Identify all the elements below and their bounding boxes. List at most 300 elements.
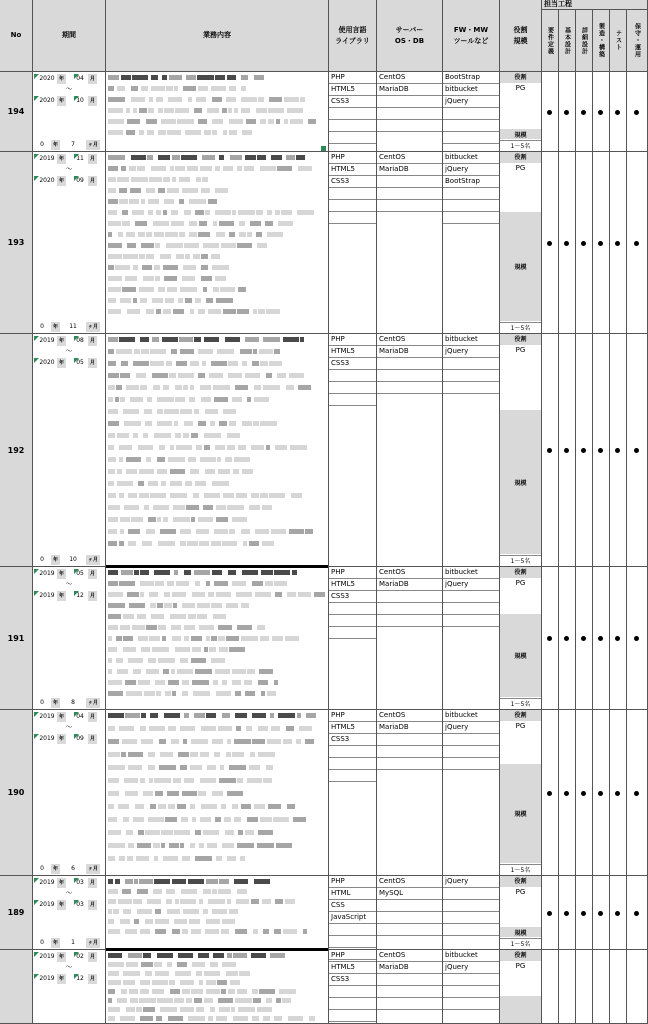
- redacted-segment: [208, 199, 217, 204]
- redacted-segment: [258, 680, 268, 685]
- redacted-segment: [177, 804, 186, 809]
- month-label: 月: [90, 593, 96, 599]
- redacted-segment: [117, 669, 128, 674]
- redacted-segment: [249, 765, 260, 770]
- redacted-segment: [108, 361, 116, 366]
- redacted-segment: [237, 243, 252, 248]
- lang-item: [329, 746, 376, 758]
- role-cell: [500, 950, 542, 1023]
- redacted-segment: [190, 469, 199, 474]
- redacted-text-line: [108, 298, 323, 303]
- redacted-segment: [168, 1016, 183, 1021]
- redacted-segment: [149, 177, 162, 182]
- tool-item: [443, 212, 499, 224]
- redacted-segment: [192, 680, 209, 685]
- redacted-segment: [128, 529, 140, 534]
- redacted-segment: [211, 361, 227, 366]
- lang-item: PHP: [329, 710, 376, 722]
- redacted-segment: [228, 373, 242, 378]
- redacted-segment: [145, 971, 152, 976]
- redacted-segment: [163, 385, 169, 390]
- redacted-segment: [120, 919, 130, 924]
- lang-item: [329, 212, 376, 224]
- redacted-segment: [197, 603, 210, 608]
- redacted-segment: [276, 843, 292, 848]
- year-value: 2019: [39, 975, 55, 982]
- redacted-segment: [194, 570, 210, 575]
- redacted-text-line: [108, 929, 323, 934]
- scale-value: 1〜5名: [500, 140, 541, 151]
- duration-month-label: ヶ月: [88, 142, 99, 148]
- redacted-segment: [223, 130, 227, 135]
- redacted-segment: [260, 361, 268, 366]
- scale-head: 規模: [500, 764, 541, 863]
- year-value: 2020: [39, 97, 55, 104]
- redacted-segment: [139, 998, 156, 1003]
- redacted-segment: [241, 603, 249, 608]
- tool-item: jQuery: [443, 579, 499, 591]
- redacted-segment: [150, 493, 166, 498]
- server-item: [377, 200, 442, 212]
- redacted-segment: [229, 119, 243, 124]
- edit-marker: [74, 96, 79, 101]
- redacted-segment: [266, 765, 273, 770]
- redacted-text-line: [108, 989, 323, 994]
- redacted-segment: [118, 804, 129, 809]
- phase-cell: [542, 72, 559, 151]
- redacted-segment: [140, 980, 150, 985]
- redacted-segment: [268, 119, 274, 124]
- redacted-segment: [211, 658, 225, 663]
- redacted-segment: [237, 843, 254, 848]
- redacted-segment: [142, 265, 152, 270]
- tool-cell: [443, 710, 500, 875]
- redacted-segment: [196, 529, 209, 534]
- project-row: [0, 710, 648, 876]
- redacted-segment: [259, 989, 275, 994]
- redacted-segment: [121, 989, 127, 994]
- redacted-segment: [242, 421, 252, 426]
- redacted-segment: [152, 647, 169, 652]
- lang-item: PHP: [329, 950, 376, 962]
- server-item: [377, 382, 442, 394]
- redacted-segment: [175, 108, 189, 113]
- server-item: CentOS: [377, 710, 442, 722]
- project-number: 194: [0, 72, 33, 151]
- redacted-segment: [207, 108, 219, 113]
- header-lang: 使用言語 ライブラリ: [329, 0, 377, 72]
- server-item: [377, 120, 442, 132]
- phase-dot: [615, 448, 620, 453]
- redacted-segment: [201, 276, 212, 281]
- duration-month-label: ヶ月: [88, 866, 99, 872]
- redacted-segment: [236, 493, 247, 498]
- redacted-segment: [164, 409, 179, 414]
- phase-dot: [634, 110, 639, 115]
- tool-item: [443, 974, 499, 986]
- tool-item: jQuery: [443, 96, 499, 108]
- redacted-segment: [148, 658, 156, 663]
- redacted-segment: [133, 265, 138, 270]
- redacted-segment: [242, 469, 253, 474]
- redacted-segment: [163, 669, 169, 674]
- phase-dot: [547, 448, 552, 453]
- redacted-segment: [141, 739, 153, 744]
- redacted-segment: [143, 1007, 155, 1012]
- redacted-segment: [192, 592, 205, 597]
- redacted-text-line: [108, 879, 323, 884]
- phase-cell: [627, 876, 648, 949]
- redacted-text-line: [108, 658, 323, 663]
- redacted-text-line: [108, 603, 323, 608]
- redacted-segment: [158, 287, 165, 292]
- redacted-segment: [258, 97, 264, 102]
- duration-year-label: 年: [53, 557, 59, 563]
- tool-cell: [443, 152, 500, 333]
- redacted-segment: [125, 929, 137, 934]
- redacted-segment: [163, 210, 167, 215]
- redacted-segment: [190, 385, 194, 390]
- redacted-segment: [238, 287, 246, 292]
- redacted-segment: [262, 505, 272, 510]
- redacted-segment: [204, 493, 220, 498]
- redacted-text-line: [108, 97, 323, 102]
- redacted-segment: [108, 97, 125, 102]
- duration-month-label: ヶ月: [88, 557, 99, 563]
- edit-marker: [34, 734, 39, 739]
- redacted-segment: [271, 155, 282, 160]
- redacted-segment: [146, 457, 151, 462]
- tool-item: [443, 900, 499, 912]
- redacted-segment: [148, 752, 155, 757]
- redacted-segment: [287, 592, 296, 597]
- redacted-segment: [184, 421, 193, 426]
- redacted-segment: [122, 739, 137, 744]
- redacted-segment: [275, 899, 283, 904]
- redacted-segment: [178, 752, 189, 757]
- redacted-segment: [252, 739, 265, 744]
- redacted-segment: [206, 713, 216, 718]
- redacted-segment: [257, 243, 267, 248]
- redacted-segment: [236, 899, 249, 904]
- phase-cell: [542, 950, 559, 1023]
- redacted-segment: [206, 919, 220, 924]
- lang-item: HTML5: [329, 722, 376, 734]
- lang-item: CSS3: [329, 176, 376, 188]
- redacted-segment: [113, 909, 119, 914]
- redacted-segment: [117, 177, 129, 182]
- redacted-segment: [108, 739, 119, 744]
- redacted-segment: [198, 791, 206, 796]
- redacted-segment: [108, 199, 118, 204]
- redacted-segment: [234, 817, 241, 822]
- redacted-segment: [155, 581, 164, 586]
- redacted-segment: [271, 726, 280, 731]
- redacted-segment: [150, 713, 158, 718]
- redacted-segment: [183, 86, 196, 91]
- redacted-segment: [167, 962, 172, 967]
- redacted-segment: [145, 919, 153, 924]
- phase-cell: [542, 152, 559, 333]
- redacted-segment: [211, 541, 221, 546]
- redacted-segment: [214, 529, 228, 534]
- redacted-segment: [155, 919, 169, 924]
- redacted-segment: [202, 361, 206, 366]
- redacted-segment: [172, 592, 186, 597]
- phase-cell: [610, 334, 627, 566]
- redacted-segment: [265, 581, 273, 586]
- edit-marker: [74, 154, 79, 159]
- year-label: 年: [59, 714, 65, 720]
- redacted-segment: [232, 752, 244, 757]
- redacted-segment: [170, 166, 174, 171]
- redacted-segment: [108, 232, 112, 237]
- redacted-segment: [218, 469, 230, 474]
- redacted-segment: [200, 385, 211, 390]
- period-cell: [33, 152, 106, 333]
- redacted-segment: [108, 433, 115, 438]
- redacted-segment: [153, 889, 162, 894]
- redacted-text-line: [108, 778, 323, 783]
- redacted-segment: [225, 337, 240, 342]
- lang-item: [329, 120, 376, 132]
- redacted-segment: [121, 75, 131, 80]
- redacted-segment: [216, 298, 233, 303]
- redacted-segment: [216, 505, 226, 510]
- redacted-segment: [140, 385, 147, 390]
- year-value: 2019: [39, 570, 55, 577]
- redacted-segment: [234, 457, 250, 462]
- redacted-segment: [195, 581, 200, 586]
- redacted-segment: [206, 879, 218, 884]
- redacted-segment: [216, 856, 222, 861]
- redacted-segment: [190, 843, 195, 848]
- server-item: MySQL: [377, 888, 442, 900]
- edit-marker: [34, 96, 39, 101]
- redacted-segment: [274, 570, 290, 575]
- redacted-segment: [195, 210, 204, 215]
- redacted-text-line: [108, 505, 323, 510]
- tool-item: [443, 986, 499, 998]
- redacted-text-line: [108, 199, 323, 204]
- redacted-segment: [122, 210, 128, 215]
- edit-marker: [74, 336, 79, 341]
- redacted-segment: [186, 505, 199, 510]
- edit-marker: [34, 176, 39, 181]
- redacted-segment: [108, 1007, 120, 1012]
- redacted-segment: [212, 570, 222, 575]
- redacted-segment: [201, 804, 217, 809]
- redacted-segment: [155, 791, 163, 796]
- phase-dot: [564, 791, 569, 796]
- redacted-segment: [227, 899, 231, 904]
- redacted-segment: [266, 445, 270, 450]
- project-row: [0, 876, 648, 950]
- redacted-segment: [108, 889, 118, 894]
- tool-item: [443, 200, 499, 212]
- redacted-segment: [149, 636, 160, 641]
- redacted-text-line: [108, 385, 323, 390]
- header-phase-label: 基本設計: [563, 26, 571, 55]
- redacted-segment: [204, 647, 208, 652]
- redacted-segment: [222, 680, 227, 685]
- redacted-segment: [108, 765, 125, 770]
- server-item: [377, 358, 442, 370]
- redacted-segment: [278, 713, 295, 718]
- redacted-segment: [296, 155, 305, 160]
- redacted-segment: [239, 971, 250, 976]
- edit-marker: [34, 74, 39, 79]
- redacted-segment: [171, 739, 179, 744]
- redacted-segment: [193, 254, 200, 259]
- server-item: CentOS: [377, 72, 442, 84]
- redacted-segment: [260, 817, 272, 822]
- tool-item: [443, 132, 499, 144]
- redacted-segment: [160, 1007, 177, 1012]
- tool-item: [443, 998, 499, 1010]
- redacted-segment: [202, 177, 208, 182]
- redacted-segment: [234, 739, 251, 744]
- phase-dot: [598, 448, 603, 453]
- redacted-segment: [219, 647, 228, 652]
- redacted-segment: [176, 445, 192, 450]
- redacted-segment: [166, 243, 183, 248]
- period-tilde: 〜: [65, 723, 73, 731]
- redacted-segment: [173, 603, 177, 608]
- month-label: 月: [90, 178, 96, 184]
- redacted-segment: [180, 349, 194, 354]
- server-cell: [377, 710, 443, 875]
- header-phases-title: 担当工程: [542, 0, 648, 10]
- edit-marker: [34, 569, 39, 574]
- server-item: CentOS: [377, 334, 442, 346]
- redacted-segment: [188, 1016, 205, 1021]
- redacted-segment: [173, 778, 181, 783]
- separator-line: [106, 565, 328, 568]
- redacted-segment: [249, 541, 259, 546]
- tool-item: [443, 734, 499, 746]
- redacted-segment: [146, 188, 155, 193]
- lang-item: [329, 936, 376, 948]
- role-cell: [500, 567, 542, 709]
- redacted-segment: [201, 254, 208, 259]
- redacted-segment: [205, 469, 215, 474]
- redacted-segment: [157, 603, 163, 608]
- redacted-text-line: [108, 493, 323, 498]
- tool-item: jQuery: [443, 346, 499, 358]
- redacted-segment: [268, 108, 284, 113]
- redacted-segment: [108, 309, 121, 314]
- redacted-segment: [170, 614, 186, 619]
- server-item: CentOS: [377, 152, 442, 164]
- redacted-segment: [212, 889, 217, 894]
- redacted-segment: [155, 680, 165, 685]
- redacted-segment: [108, 919, 114, 924]
- duration-years: 0: [40, 865, 44, 872]
- redacted-segment: [185, 254, 190, 259]
- edit-marker: [74, 952, 79, 957]
- phase-cell: [559, 950, 576, 1023]
- redacted-segment: [126, 1007, 135, 1012]
- redacted-segment: [164, 276, 177, 281]
- redacted-segment: [108, 254, 122, 259]
- redacted-text-line: [108, 188, 323, 193]
- redacted-segment: [171, 349, 177, 354]
- redacted-segment: [172, 879, 186, 884]
- redacted-segment: [241, 636, 258, 641]
- redacted-segment: [188, 614, 196, 619]
- redacted-segment: [108, 830, 121, 835]
- redacted-segment: [143, 433, 148, 438]
- redacted-segment: [229, 765, 246, 770]
- redacted-segment: [147, 899, 161, 904]
- redacted-segment: [293, 817, 306, 822]
- redacted-segment: [220, 287, 235, 292]
- redacted-segment: [193, 691, 210, 696]
- redacted-text-line: [108, 243, 323, 248]
- redacted-segment: [299, 726, 312, 731]
- redacted-segment: [176, 361, 187, 366]
- redacted-segment: [229, 130, 237, 135]
- tool-item: bitbucket: [443, 710, 499, 722]
- redacted-segment: [257, 155, 266, 160]
- edit-marker: [34, 154, 39, 159]
- redacted-segment: [226, 971, 238, 976]
- redacted-segment: [216, 592, 231, 597]
- server-cell: [377, 950, 443, 1023]
- redacted-segment: [184, 243, 199, 248]
- redacted-segment: [141, 86, 148, 91]
- tool-item: jQuery: [443, 876, 499, 888]
- redacted-segment: [208, 1016, 213, 1021]
- redacted-segment: [144, 409, 152, 414]
- redacted-segment: [250, 752, 255, 757]
- redacted-segment: [129, 603, 145, 608]
- redacted-segment: [215, 817, 221, 822]
- year-value: 2020: [39, 359, 55, 366]
- redacted-segment: [225, 457, 232, 462]
- phase-cell: [610, 876, 627, 949]
- redacted-segment: [141, 647, 150, 652]
- redacted-segment: [262, 899, 271, 904]
- redacted-segment: [125, 791, 138, 796]
- redacted-segment: [125, 276, 137, 281]
- redacted-segment: [260, 421, 277, 426]
- redacted-segment: [221, 243, 236, 248]
- year-value: 2019: [39, 735, 55, 742]
- redacted-segment: [108, 592, 123, 597]
- redacted-segment: [211, 86, 226, 91]
- redacted-text-line: [108, 155, 323, 160]
- redacted-segment: [276, 998, 281, 1003]
- lang-item: CSS3: [329, 734, 376, 746]
- tool-cell: [443, 72, 500, 151]
- redacted-segment: [251, 899, 259, 904]
- redacted-segment: [231, 1007, 235, 1012]
- redacted-segment: [108, 791, 119, 796]
- redacted-segment: [160, 529, 176, 534]
- redacted-text-line: [108, 726, 323, 731]
- redacted-segment: [175, 385, 182, 390]
- redacted-segment: [305, 529, 313, 534]
- redacted-text-line: [108, 349, 323, 354]
- redacted-segment: [218, 998, 233, 1003]
- redacted-segment: [142, 541, 152, 546]
- redacted-segment: [208, 899, 225, 904]
- redacted-text-line: [108, 570, 323, 575]
- redacted-segment: [120, 1016, 135, 1021]
- redacted-segment: [171, 625, 181, 630]
